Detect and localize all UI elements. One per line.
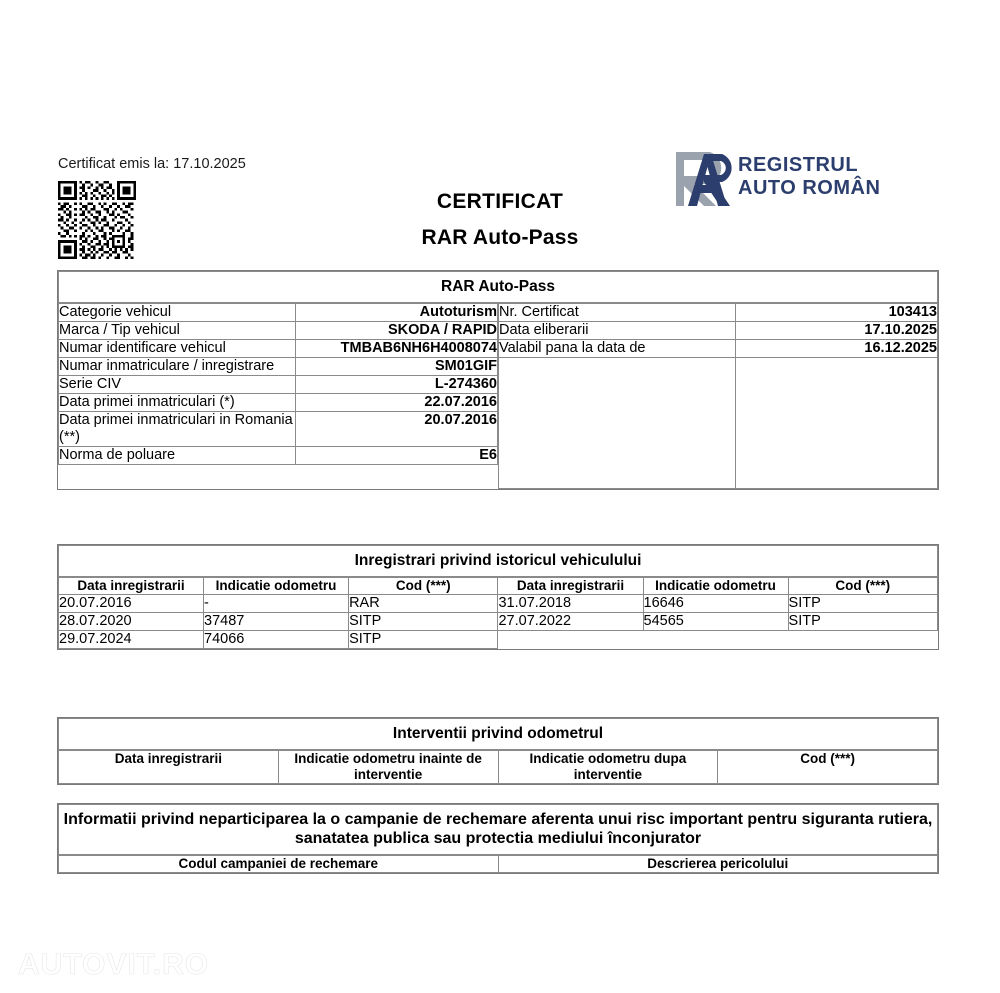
row-label: Numar inmatriculare / inregistrare bbox=[59, 358, 296, 376]
row-label: Data primei inmatriculari in Romania (**) bbox=[59, 412, 296, 447]
recall-campaign-section bbox=[57, 803, 939, 874]
row-value: SM01GIF bbox=[296, 358, 498, 376]
history-cell: 31.07.2018 bbox=[498, 595, 643, 613]
recall-banner: Informatii privind neparticiparea la o campanie de rechemare aferenta unui risc important pentru siguranta rutiera, sanatatea publica sau protectia mediului înconjurator bbox=[58, 804, 938, 855]
table-row bbox=[59, 394, 498, 412]
row-value: E6 bbox=[296, 447, 498, 465]
column-header: Indicatie odometru bbox=[643, 578, 788, 595]
table-row bbox=[59, 322, 498, 340]
history-cell: 28.07.2020 bbox=[59, 613, 204, 631]
table-row bbox=[59, 613, 938, 631]
history-cell: 16646 bbox=[643, 595, 788, 613]
table-row bbox=[499, 304, 938, 322]
history-cell: SITP bbox=[349, 613, 498, 631]
history-cell-empty bbox=[788, 631, 937, 649]
history-cell-empty bbox=[498, 631, 643, 649]
row-value: TMBAB6NH6H4008074 bbox=[296, 340, 498, 358]
interventions-banner: Interventii privind odometrul bbox=[58, 718, 938, 750]
column-header: Descrierea pericolului bbox=[498, 856, 938, 873]
table-row-empty bbox=[499, 358, 938, 489]
watermark: AUTOVIT.RO bbox=[18, 948, 210, 981]
table-row bbox=[59, 376, 498, 394]
empty-cell bbox=[499, 358, 736, 489]
vehicle-history-section bbox=[57, 544, 939, 650]
table-row bbox=[499, 340, 938, 358]
column-header: Indicatie odometru inainte de interventie bbox=[278, 751, 498, 784]
table-header-row bbox=[59, 578, 938, 595]
row-value: 20.07.2016 bbox=[296, 412, 498, 447]
table-header-row bbox=[59, 751, 938, 784]
rar-logo bbox=[670, 148, 895, 216]
history-cell-empty bbox=[643, 631, 788, 649]
history-cell: 74066 bbox=[204, 631, 349, 649]
odometer-interventions-section bbox=[57, 717, 939, 785]
row-value: 103413 bbox=[736, 304, 938, 322]
history-cell: - bbox=[204, 595, 349, 613]
history-cell: 20.07.2016 bbox=[59, 595, 204, 613]
row-label: Data primei inmatriculari (*) bbox=[59, 394, 296, 412]
history-banner: Inregistrari privind istoricul vehiculului bbox=[58, 545, 938, 577]
table-row bbox=[59, 595, 938, 613]
column-header: Data inregistrarii bbox=[498, 578, 643, 595]
column-header: Data inregistrarii bbox=[59, 751, 279, 784]
table-row bbox=[59, 631, 938, 649]
logo-line-2: AUTO ROMÂN bbox=[738, 177, 881, 199]
table-row bbox=[59, 340, 498, 358]
history-cell: 37487 bbox=[204, 613, 349, 631]
column-header: Indicatie odometru dupa interventie bbox=[498, 751, 718, 784]
logo-text bbox=[738, 154, 880, 200]
column-header: Cod (***) bbox=[349, 578, 498, 595]
logo-line-1: REGISTRUL bbox=[738, 154, 859, 176]
column-header: Indicatie odometru bbox=[204, 578, 349, 595]
row-value: Autoturism bbox=[296, 304, 498, 322]
page-title: CERTIFICAT bbox=[436, 190, 564, 213]
recall-table bbox=[58, 855, 938, 873]
row-value: SKODA / RAPID bbox=[296, 322, 498, 340]
row-label: Numar identificare vehicul bbox=[59, 340, 296, 358]
column-header: Codul campaniei de rechemare bbox=[59, 856, 499, 873]
table-row bbox=[59, 304, 498, 322]
vehicle-info-banner: RAR Auto-Pass bbox=[58, 271, 938, 303]
table-row bbox=[59, 447, 498, 465]
history-cell: 27.07.2022 bbox=[498, 613, 643, 631]
column-header: Cod (***) bbox=[788, 578, 937, 595]
row-label: Data eliberarii bbox=[499, 322, 736, 340]
rar-monogram-icon bbox=[670, 148, 736, 210]
row-label: Norma de poluare bbox=[59, 447, 296, 465]
empty-cell bbox=[736, 358, 938, 489]
issue-date-text: Certificat emis la: 17.10.2025 bbox=[58, 156, 246, 172]
history-cell: SITP bbox=[349, 631, 498, 649]
history-cell: 54565 bbox=[643, 613, 788, 631]
history-table bbox=[58, 577, 938, 649]
table-row bbox=[59, 358, 498, 376]
history-cell: 29.07.2024 bbox=[59, 631, 204, 649]
history-cell: SITP bbox=[788, 595, 937, 613]
vehicle-info-right bbox=[498, 303, 938, 489]
table-row bbox=[499, 322, 938, 340]
vehicle-info-section bbox=[57, 270, 939, 490]
row-value: 22.07.2016 bbox=[296, 394, 498, 412]
table-row bbox=[59, 412, 498, 447]
page-subtitle: RAR Auto-Pass bbox=[421, 226, 579, 249]
row-label: Serie CIV bbox=[59, 376, 296, 394]
row-label: Valabil pana la data de bbox=[499, 340, 736, 358]
row-value: 16.12.2025 bbox=[736, 340, 938, 358]
row-label: Marca / Tip vehicul bbox=[59, 322, 296, 340]
row-label: Nr. Certificat bbox=[499, 304, 736, 322]
interventions-table bbox=[58, 750, 938, 784]
history-cell: RAR bbox=[349, 595, 498, 613]
table-header-row bbox=[59, 856, 938, 873]
history-cell: SITP bbox=[788, 613, 937, 631]
row-value: 17.10.2025 bbox=[736, 322, 938, 340]
vehicle-info-left bbox=[58, 303, 498, 489]
column-header: Data inregistrarii bbox=[59, 578, 204, 595]
column-header: Cod (***) bbox=[718, 751, 938, 784]
row-value: L-274360 bbox=[296, 376, 498, 394]
row-label: Categorie vehicul bbox=[59, 304, 296, 322]
